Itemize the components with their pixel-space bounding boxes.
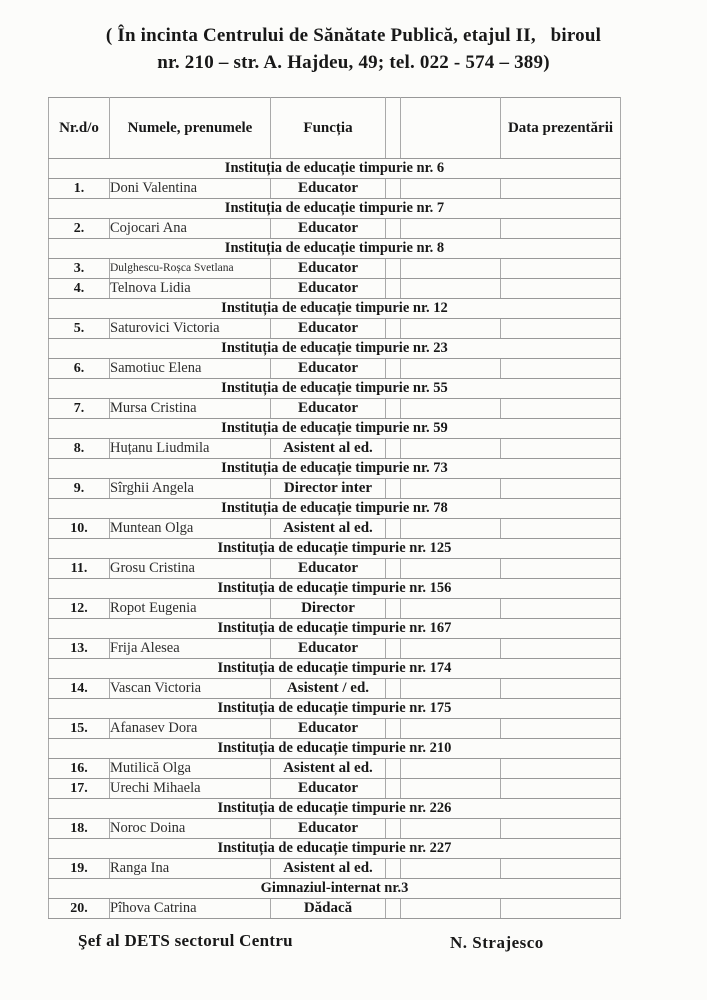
person-name: Vascan Victoria <box>110 679 271 699</box>
date-cell <box>501 219 621 239</box>
empty-cell <box>386 399 401 419</box>
table-row <box>49 439 621 459</box>
row-number: 20. <box>49 899 110 919</box>
section-row <box>49 379 621 399</box>
person-name: Pîhova Catrina <box>110 899 271 919</box>
row-number: 16. <box>49 759 110 779</box>
empty-cell <box>386 279 401 299</box>
roster-table <box>48 97 621 919</box>
row-number: 11. <box>49 559 110 579</box>
empty-cell <box>386 319 401 339</box>
table-row <box>49 759 621 779</box>
row-number: 17. <box>49 779 110 799</box>
table-row <box>49 679 621 699</box>
date-cell <box>501 819 621 839</box>
row-number: 14. <box>49 679 110 699</box>
empty-cell <box>401 219 501 239</box>
signature-title: Şef al DETS sectorul Centru <box>78 931 293 950</box>
section-label: Instituția de educație timpurie nr. 59 <box>49 419 621 439</box>
empty-cell <box>386 639 401 659</box>
person-function: Educator <box>271 719 386 739</box>
section-label: Instituția de educație timpurie nr. 167 <box>49 619 621 639</box>
table-row <box>49 599 621 619</box>
table-row <box>49 399 621 419</box>
empty-cell <box>386 359 401 379</box>
table-row <box>49 899 621 919</box>
empty-cell <box>401 319 501 339</box>
person-function: Educator <box>271 279 386 299</box>
table-header-row <box>49 98 621 159</box>
table-row <box>49 359 621 379</box>
table-row <box>49 859 621 879</box>
column-header-date: Data prezentării <box>501 98 621 159</box>
person-function: Educator <box>271 259 386 279</box>
empty-cell <box>386 179 401 199</box>
person-name: Saturovici Victoria <box>110 319 271 339</box>
empty-cell <box>386 559 401 579</box>
section-label: Instituția de educație timpurie nr. 23 <box>49 339 621 359</box>
empty-cell <box>401 439 501 459</box>
empty-cell <box>386 719 401 739</box>
person-name: Cojocari Ana <box>110 219 271 239</box>
empty-cell <box>401 759 501 779</box>
empty-cell <box>386 479 401 499</box>
column-header-blank-2 <box>401 98 501 159</box>
date-cell <box>501 859 621 879</box>
table-row <box>49 219 621 239</box>
date-cell <box>501 639 621 659</box>
date-cell <box>501 759 621 779</box>
person-name: Mutilică Olga <box>110 759 271 779</box>
person-name: Dulghescu-Roșca Svetlana <box>110 259 271 279</box>
date-cell <box>501 359 621 379</box>
section-label: Instituția de educație timpurie nr. 6 <box>49 159 621 179</box>
empty-cell <box>386 259 401 279</box>
empty-cell <box>386 679 401 699</box>
section-label: Instituția de educație timpurie nr. 175 <box>49 699 621 719</box>
person-name: Huțanu Liudmila <box>110 439 271 459</box>
date-cell <box>501 399 621 419</box>
person-function: Director <box>271 599 386 619</box>
person-name: Noroc Doina <box>110 819 271 839</box>
empty-cell <box>401 399 501 419</box>
date-cell <box>501 319 621 339</box>
person-name: Muntean Olga <box>110 519 271 539</box>
section-row <box>49 799 621 819</box>
empty-cell <box>401 519 501 539</box>
person-function: Asistent al ed. <box>271 439 386 459</box>
table-row <box>49 519 621 539</box>
section-label: Instituția de educație timpurie nr. 210 <box>49 739 621 759</box>
section-label: Instituția de educație timpurie nr. 78 <box>49 499 621 519</box>
section-label: Instituția de educație timpurie nr. 8 <box>49 239 621 259</box>
row-number: 4. <box>49 279 110 299</box>
section-label: Instituția de educație timpurie nr. 125 <box>49 539 621 559</box>
empty-cell <box>401 279 501 299</box>
date-cell <box>501 679 621 699</box>
person-name: Urechi Mihaela <box>110 779 271 799</box>
section-row <box>49 739 621 759</box>
section-row <box>49 579 621 599</box>
section-row <box>49 619 621 639</box>
person-name: Telnova Lidia <box>110 279 271 299</box>
empty-cell <box>386 759 401 779</box>
column-header-function: Funcția <box>271 98 386 159</box>
empty-cell <box>401 639 501 659</box>
table-row <box>49 819 621 839</box>
person-name: Ropot Eugenia <box>110 599 271 619</box>
empty-cell <box>401 359 501 379</box>
section-label: Instituția de educație timpurie nr. 73 <box>49 459 621 479</box>
table-row <box>49 479 621 499</box>
person-function: Educator <box>271 219 386 239</box>
date-cell <box>501 279 621 299</box>
table-row <box>49 779 621 799</box>
empty-cell <box>401 179 501 199</box>
section-row <box>49 159 621 179</box>
column-header-blank-1 <box>386 98 401 159</box>
date-cell <box>501 179 621 199</box>
date-cell <box>501 779 621 799</box>
row-number: 15. <box>49 719 110 739</box>
person-name: Frija Alesea <box>110 639 271 659</box>
date-cell <box>501 439 621 459</box>
person-function: Director inter <box>271 479 386 499</box>
person-function: Educator <box>271 359 386 379</box>
empty-cell <box>386 779 401 799</box>
table-row <box>49 559 621 579</box>
empty-cell <box>401 719 501 739</box>
row-number: 9. <box>49 479 110 499</box>
column-header-name: Numele, prenumele <box>110 98 271 159</box>
section-label: Instituția de educație timpurie nr. 174 <box>49 659 621 679</box>
table-row <box>49 319 621 339</box>
section-row <box>49 699 621 719</box>
empty-cell <box>401 559 501 579</box>
table-row <box>49 719 621 739</box>
empty-cell <box>401 479 501 499</box>
table-row <box>49 259 621 279</box>
person-function: Asistent al ed. <box>271 519 386 539</box>
section-row <box>49 239 621 259</box>
section-row <box>49 499 621 519</box>
empty-cell <box>401 859 501 879</box>
section-row <box>49 339 621 359</box>
person-function: Dădacă <box>271 899 386 919</box>
person-function: Asistent al ed. <box>271 859 386 879</box>
section-row <box>49 659 621 679</box>
section-row <box>49 199 621 219</box>
date-cell <box>501 259 621 279</box>
empty-cell <box>386 219 401 239</box>
column-header-nr: Nr.d/o <box>49 98 110 159</box>
date-cell <box>501 719 621 739</box>
empty-cell <box>386 819 401 839</box>
empty-cell <box>401 819 501 839</box>
row-number: 7. <box>49 399 110 419</box>
date-cell <box>501 479 621 499</box>
date-cell <box>501 519 621 539</box>
person-function: Educator <box>271 179 386 199</box>
table-row <box>49 279 621 299</box>
section-row <box>49 299 621 319</box>
date-cell <box>501 599 621 619</box>
person-name: Mursa Cristina <box>110 399 271 419</box>
section-row <box>49 419 621 439</box>
row-number: 18. <box>49 819 110 839</box>
document-title-line2: nr. 210 – str. A. Hajdeu, 49; tel. 022 - 574 – 389) <box>157 52 550 73</box>
person-function: Educator <box>271 779 386 799</box>
person-name: Afanasev Dora <box>110 719 271 739</box>
person-function: Educator <box>271 819 386 839</box>
person-name: Samotiuc Elena <box>110 359 271 379</box>
section-label: Instituția de educație timpurie nr. 55 <box>49 379 621 399</box>
row-number: 6. <box>49 359 110 379</box>
row-number: 2. <box>49 219 110 239</box>
section-label: Gimnaziul-internat nr.3 <box>49 879 621 899</box>
signatory-name: N. Strajesco <box>450 933 544 952</box>
person-function: Educator <box>271 559 386 579</box>
empty-cell <box>386 599 401 619</box>
row-number: 1. <box>49 179 110 199</box>
section-label: Instituția de educație timpurie nr. 12 <box>49 299 621 319</box>
person-name: Doni Valentina <box>110 179 271 199</box>
empty-cell <box>386 859 401 879</box>
section-label: Instituția de educație timpurie nr. 7 <box>49 199 621 219</box>
person-name: Grosu Cristina <box>110 559 271 579</box>
person-function: Educator <box>271 399 386 419</box>
person-name: Sîrghii Angela <box>110 479 271 499</box>
section-row <box>49 459 621 479</box>
person-function: Educator <box>271 639 386 659</box>
empty-cell <box>401 679 501 699</box>
row-number: 13. <box>49 639 110 659</box>
empty-cell <box>401 899 501 919</box>
empty-cell <box>386 439 401 459</box>
empty-cell <box>401 599 501 619</box>
empty-cell <box>401 779 501 799</box>
row-number: 19. <box>49 859 110 879</box>
roster-body <box>49 159 621 919</box>
row-number: 8. <box>49 439 110 459</box>
empty-cell <box>386 899 401 919</box>
row-number: 5. <box>49 319 110 339</box>
section-row <box>49 839 621 859</box>
table-row <box>49 179 621 199</box>
row-number: 3. <box>49 259 110 279</box>
row-number: 10. <box>49 519 110 539</box>
empty-cell <box>401 259 501 279</box>
row-number: 12. <box>49 599 110 619</box>
section-row <box>49 879 621 899</box>
date-cell <box>501 559 621 579</box>
date-cell <box>501 899 621 919</box>
person-function: Asistent / ed. <box>271 679 386 699</box>
empty-cell <box>386 519 401 539</box>
document-title-line1: ( În incinta Centrului de Sănătate Publică, etajul II, biroul <box>105 25 602 46</box>
section-label: Instituția de educație timpurie nr. 156 <box>49 579 621 599</box>
person-function: Educator <box>271 319 386 339</box>
table-row <box>49 639 621 659</box>
section-label: Instituția de educație timpurie nr. 226 <box>49 799 621 819</box>
document-title <box>0 22 707 76</box>
person-name: Ranga Ina <box>110 859 271 879</box>
section-row <box>49 539 621 559</box>
section-label: Instituția de educație timpurie nr. 227 <box>49 839 621 859</box>
person-function: Asistent al ed. <box>271 759 386 779</box>
